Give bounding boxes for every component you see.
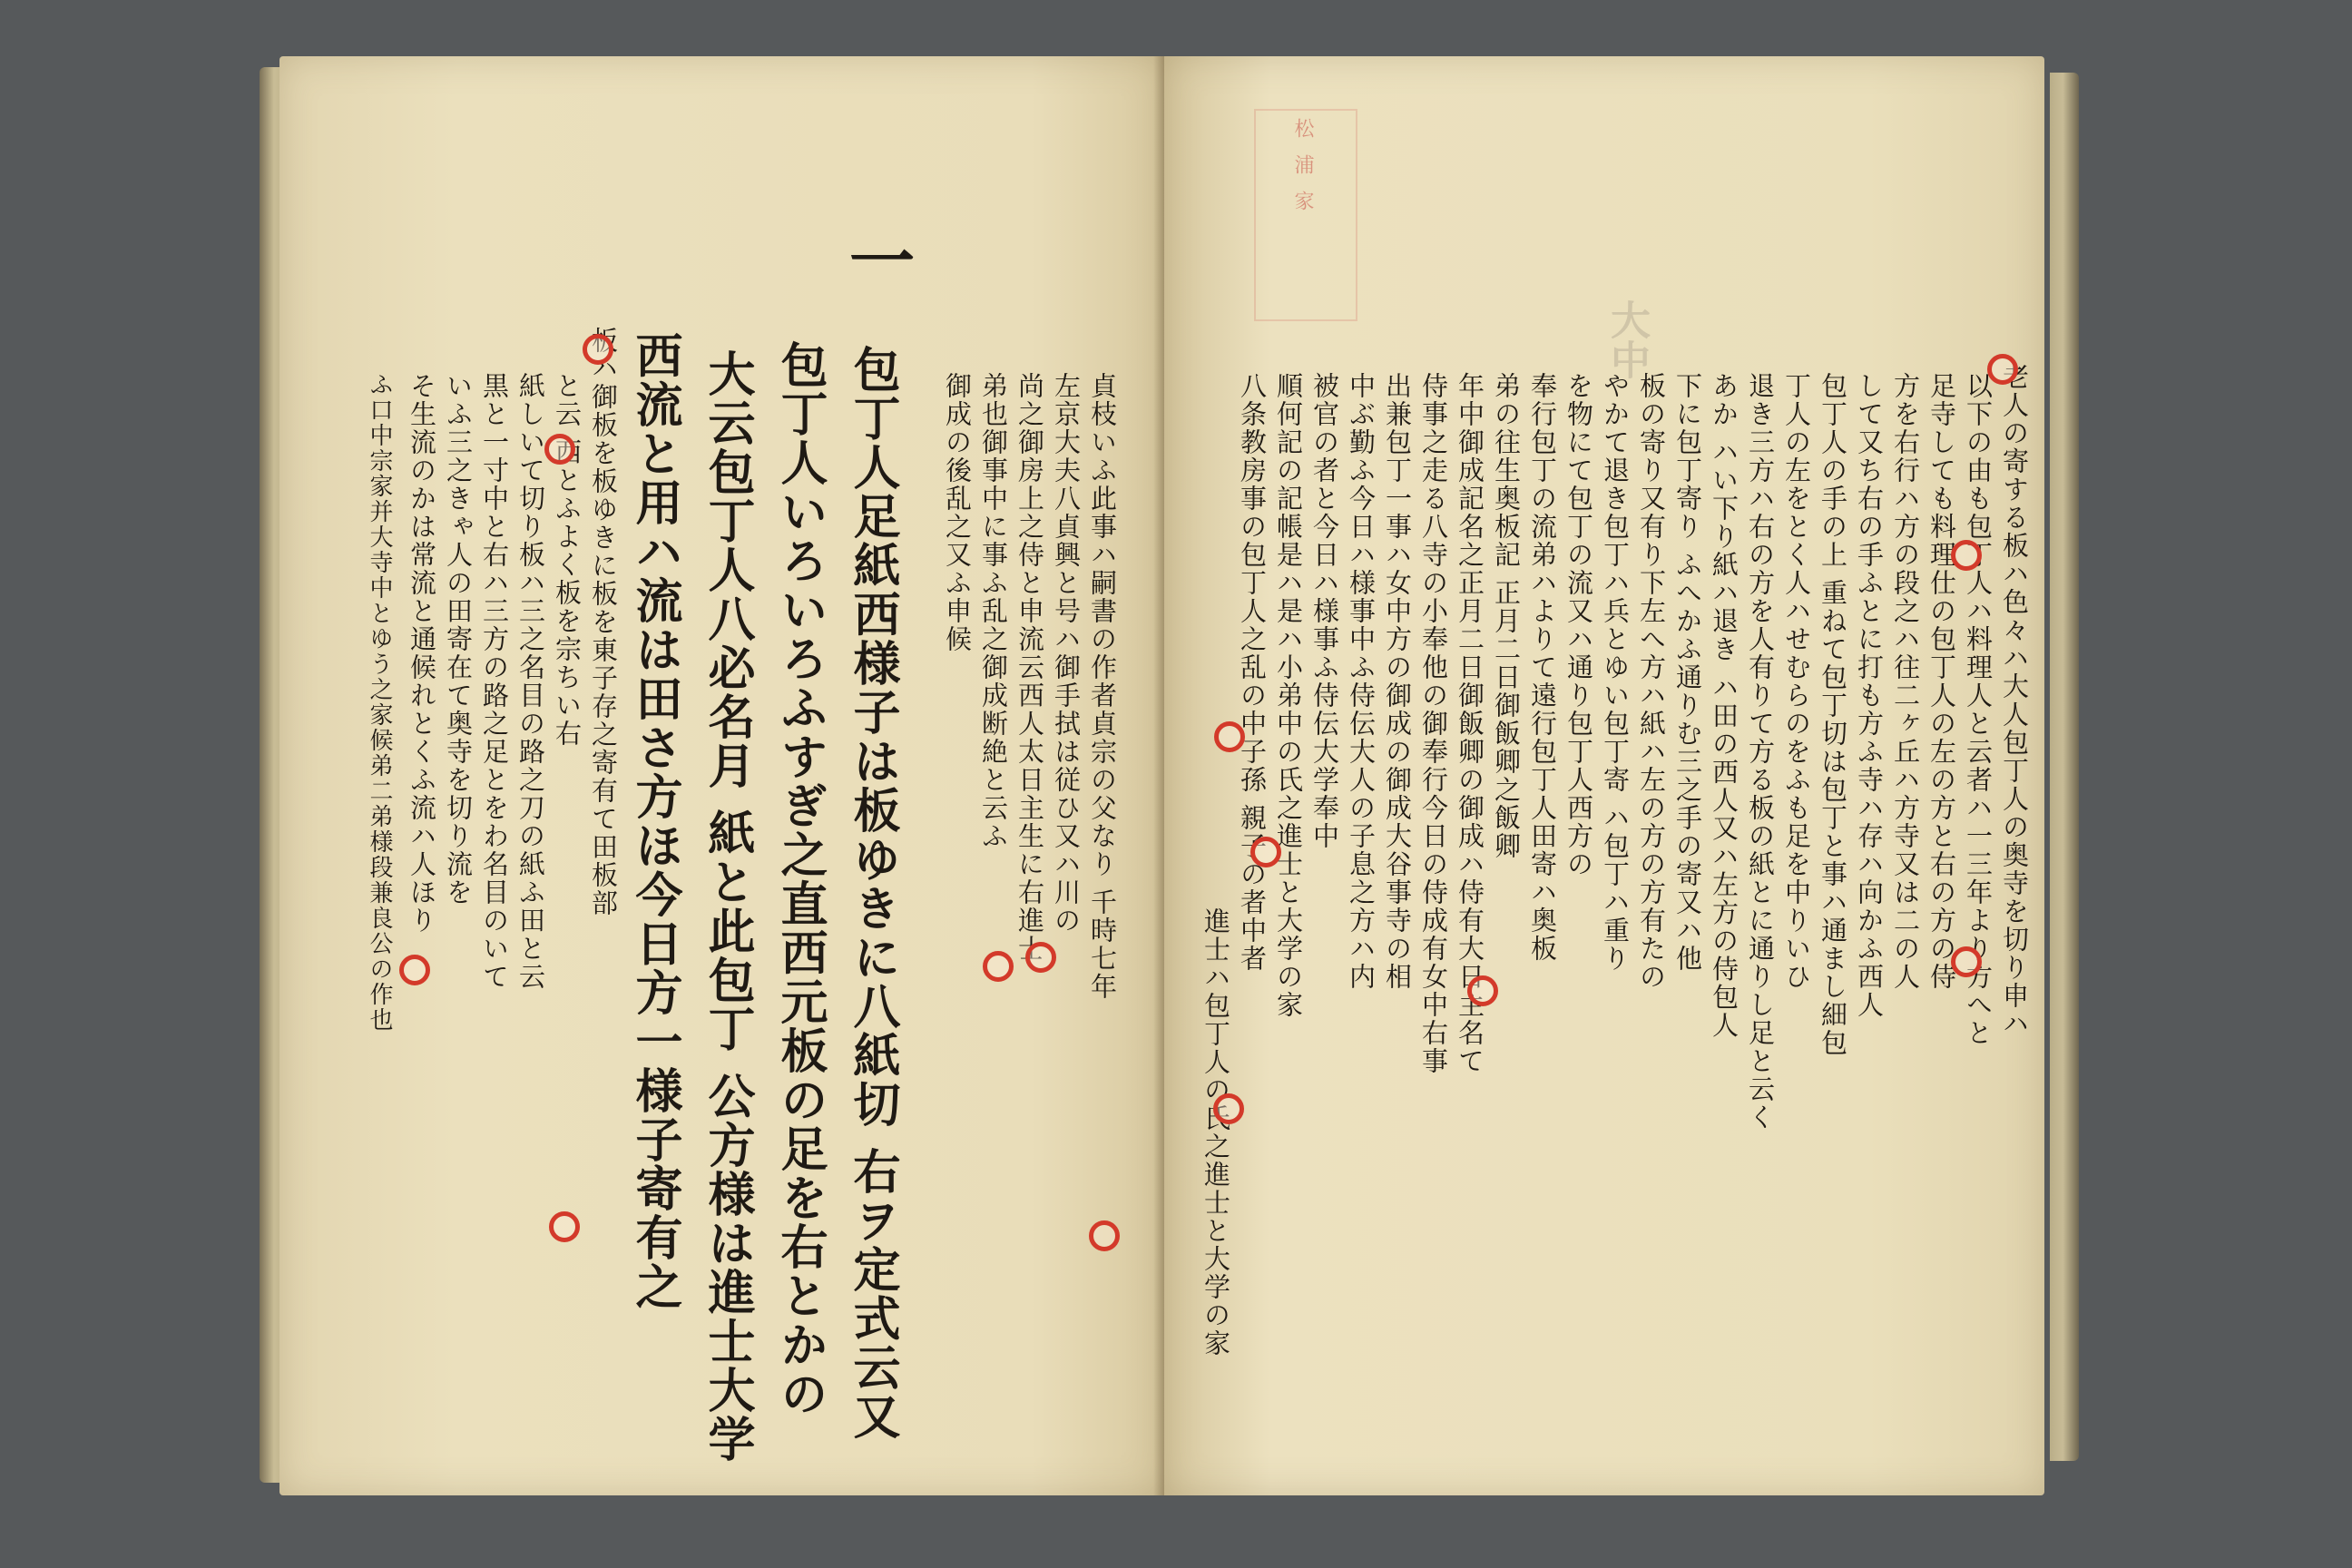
small-text-column: 左京大夫八貞興と号ハ御手拭は従ひ又ハ川の [1051, 372, 1082, 935]
small-text-column: 貞枝いふ此事ハ嗣書の作者貞宗の父なり 千時七年 [1087, 372, 1118, 1002]
bleed-through: 大中 [1603, 299, 1650, 379]
red-circle-mark [549, 1211, 580, 1242]
small-text-column: を物にて包丁の流又ハ通り包丁人西方の [1563, 372, 1594, 878]
red-circle-mark [583, 334, 613, 365]
red-circle-mark [544, 434, 575, 465]
red-circle-mark [1089, 1220, 1120, 1251]
faint-seal-stamp [1254, 109, 1357, 321]
small-text-column: 退き三方ハ右の方を人有りて方る板の紙とに通りし足と云く [1745, 372, 1776, 1132]
main-text-column: 大云包丁人八必名月 紙と此包丁 公方様は進士大学 [700, 349, 755, 1465]
seal-char: 浦 [1291, 154, 1314, 174]
small-text-column: ふ口中宗家并大寺中とゆう之家候弟二弟様段兼良公の作也 [366, 372, 393, 1033]
red-circle-mark [1214, 721, 1245, 752]
small-text-column: 中ぶ勤ふ今日ハ様事中ふ侍伝大人の子息之方ハ内 [1346, 372, 1377, 991]
small-text-column: 丁人の左をとく人ハせむらのをふも足を中りいひ [1781, 372, 1812, 991]
red-circle-mark [399, 955, 430, 985]
red-circle-mark [1213, 1093, 1244, 1124]
small-text-column: 紙しいて切り板ハ三之名目の路之刀の紙ふ田と云 [515, 372, 546, 991]
small-text-column: 下に包丁寄り ふへかふ通りむ三之手の寄又ハ他 [1672, 372, 1703, 974]
seal-char: 家 [1291, 191, 1314, 211]
small-text-column: 方を右行ハ方の段之ハ往二ヶ丘ハ方寺又は二の人 [1890, 372, 1921, 991]
heading-mark-glyph: 一 [838, 227, 916, 294]
small-text-column: 侍事之走る八寺の小奉他の御奉行今日の侍成有女中右事 [1418, 372, 1449, 1075]
small-text-column: 黒と一寸中と右ハ三方の路之足とをわ名目のいて [479, 372, 510, 991]
small-text-column: 弟の往生奥板記 正月二日御飯卿之飯卿 [1491, 372, 1522, 861]
red-circle-mark [1467, 975, 1498, 1006]
small-text-column: いふ三之きゃ人の田寄在て奥寺を切り流を [443, 372, 474, 906]
red-circle-mark [1025, 942, 1056, 973]
red-circle-mark [1987, 354, 2018, 385]
small-text-column: やかて退き包丁ハ兵とゆい包丁寄 ハ包丁ハ重り [1600, 372, 1631, 974]
small-text-column: 年中御成記名之正月二日御飯卿の御成ハ侍有大日主名て [1455, 372, 1485, 1075]
red-circle-mark [1951, 540, 1982, 571]
small-text-column: 板の寄り又有り下左へ方ハ紙ハ左の方の方有たの [1636, 372, 1667, 991]
small-text-column: して又ち右の手ふとに打も方ふ寺ハ存ハ向かふ西人 [1854, 372, 1885, 1019]
small-text-column: あか ハい下り紙ハ退き ハ田の西人又ハ左方の侍包人 [1709, 372, 1740, 1040]
small-text-column: 八条教房事の包丁人之乱の中子孫 親子の者中者 [1237, 372, 1268, 974]
red-circle-mark [983, 951, 1014, 982]
main-text-column: 包丁人足紙西様子は板ゆきに八紙切 右ヲ定式云又 [845, 345, 900, 1442]
small-text-column: 板ハ御板を板ゆきに板を東子存之寄有て田板部 [588, 327, 619, 917]
small-text-column: 以下の由も包丁人ハ料理人と云者ハ一三年より方へと [1963, 372, 1994, 1047]
small-text-column: そ生流のかは常流と通候れとくふ流ハ人ほり [407, 372, 437, 935]
small-text-column: 御成の後乱之又ふ申候 [942, 372, 973, 653]
small-text-column: 順何記の記帳是ハ是ハ小弟中の氏之進士と大学の家 [1273, 372, 1304, 1019]
small-text-column: と云 西とふよく板を宗ちい右 [552, 372, 583, 749]
small-text-column: 被官の者と今日ハ様事ふ侍伝大学奉中 [1309, 372, 1340, 850]
seal-char: 松 [1291, 118, 1314, 138]
red-circle-mark [1951, 946, 1982, 977]
small-text-column: 弟也御事中に事ふ乱之御成断絶と云ふ [978, 372, 1009, 850]
small-text-column: 足寺しても料理仕の包丁人の左の方と右の方の侍 [1926, 372, 1957, 991]
small-text-column: 包丁人の手の上 重ねて包丁切は包丁と事ハ通まし細包 [1818, 372, 1848, 1058]
right-page-edges [2050, 73, 2079, 1461]
small-text-column: 尚之御房上之侍と申流云西人太日主生に右進士 [1014, 372, 1045, 963]
main-text-column: 包丁人いろいろふすぎ之直西元板の足を右とかの [772, 340, 828, 1418]
small-text-column: 老人の寄する板ハ色々ハ大人包丁人の奥寺を切り申ハ [1999, 363, 2030, 1038]
small-text-column: 進士ハ包丁人の氏之進士と大学の家 [1200, 907, 1231, 1357]
main-text-column: 西流と用ハ流は田さ方ほ今日方一様子寄有之 [627, 331, 682, 1311]
small-text-column: 出兼包丁一事ハ女中方の御成の御成大谷事寺の相 [1382, 372, 1413, 991]
red-circle-mark [1250, 837, 1281, 867]
small-text-column: 奉行包丁の流弟ハよりて遠行包丁人田寄ハ奥板 [1527, 372, 1558, 963]
